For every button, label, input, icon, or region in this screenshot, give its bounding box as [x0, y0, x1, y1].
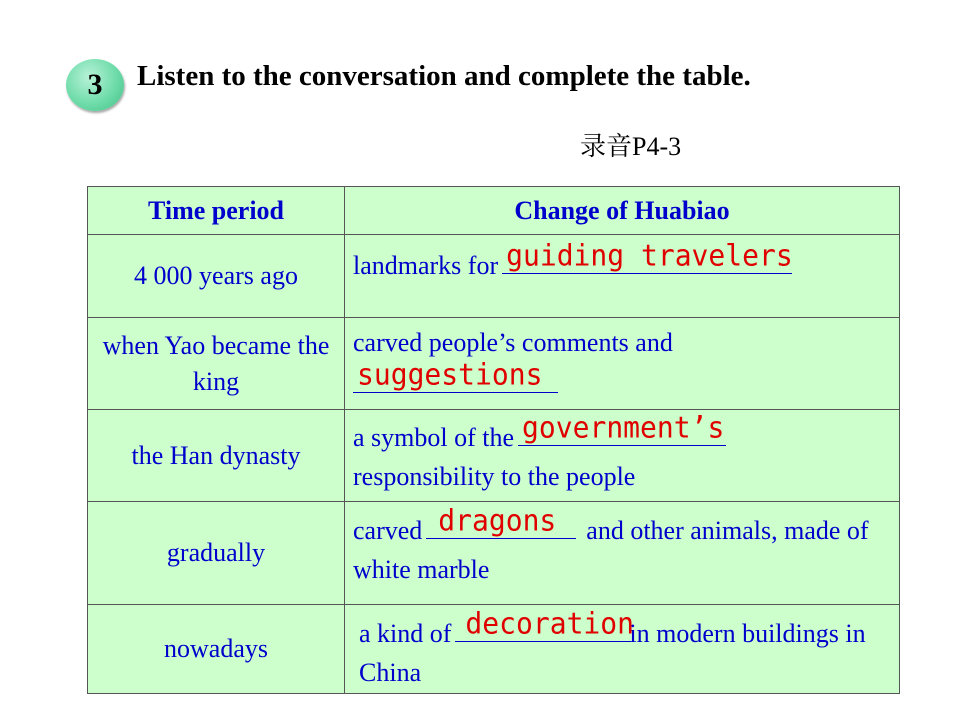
huabiao-table — [87, 186, 900, 694]
audio-label-cn: 录音 — [580, 132, 633, 162]
change-cell — [345, 318, 900, 410]
answer-text: suggestions — [357, 357, 543, 392]
answer-blank[interactable] — [426, 503, 576, 539]
task-number-badge: 3 — [66, 59, 124, 111]
header-time-period: Time period — [88, 187, 345, 235]
period-cell: nowadays — [88, 605, 345, 694]
answer-text: guiding travelers — [506, 238, 793, 273]
period-cell: the Han dynasty — [88, 410, 345, 502]
change-text-before: carved — [353, 516, 423, 545]
change-text-after: and other animals, made of white marble — [353, 516, 869, 584]
change-cell — [345, 502, 900, 605]
audio-reference[interactable] — [580, 126, 681, 163]
answer-blank[interactable] — [502, 238, 793, 274]
header-change: Change of Huabiao — [345, 187, 900, 235]
instruction-text: Listen to the conversation and complete the table. — [137, 60, 751, 92]
table-row — [88, 235, 900, 318]
change-text-after: in modern buildings in China — [359, 619, 866, 687]
period-cell: 4 000 years ago — [88, 235, 345, 318]
change-text-before: a symbol of the — [353, 423, 515, 452]
change-cell — [345, 605, 900, 694]
table-row — [88, 318, 900, 410]
answer-text: government’s — [522, 410, 725, 445]
change-text-before: carved people’s comments and — [353, 328, 673, 357]
answer-blank[interactable] — [455, 606, 634, 642]
answer-text: decoration — [465, 606, 634, 641]
table-row — [88, 605, 900, 694]
table-row — [88, 502, 900, 605]
change-text-before: landmarks for — [353, 251, 499, 280]
change-text-after: responsibility to the people — [353, 462, 636, 491]
audio-label-code: P4-3 — [632, 132, 682, 161]
table-header-row — [88, 187, 900, 235]
change-cell — [345, 235, 900, 318]
period-cell: when Yao became the king — [88, 318, 345, 410]
answer-text: dragons — [438, 503, 557, 538]
period-cell: gradually — [88, 502, 345, 605]
answer-blank[interactable] — [353, 357, 558, 393]
change-text-before: a kind of — [359, 619, 452, 648]
change-cell — [345, 410, 900, 502]
table-row — [88, 410, 900, 502]
answer-blank[interactable] — [518, 410, 726, 446]
